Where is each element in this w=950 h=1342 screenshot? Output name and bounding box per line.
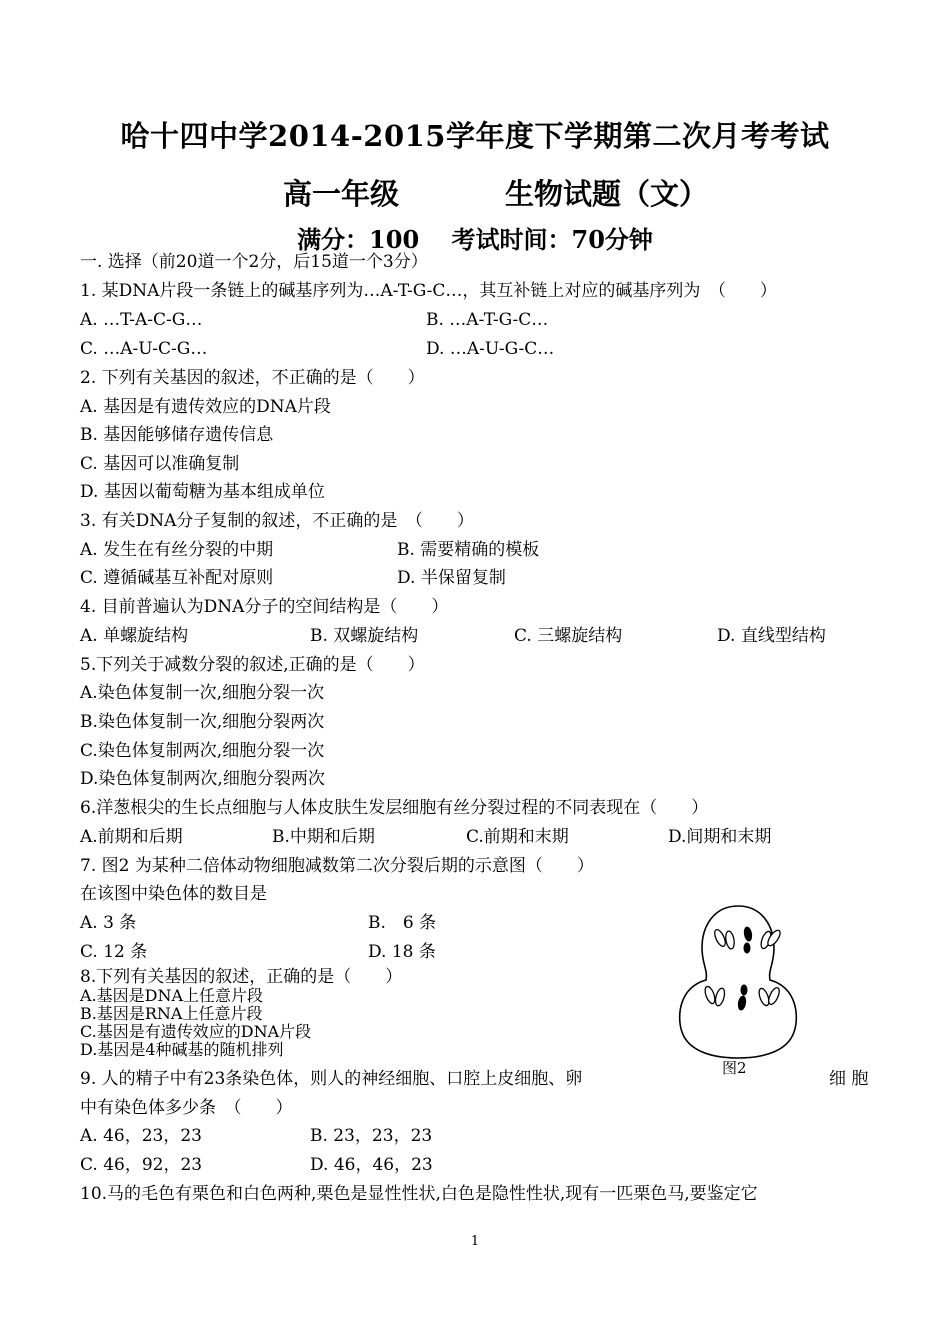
q8-option-a: A.基因是DNA上任意片段 — [80, 986, 264, 1005]
chromosome — [714, 987, 726, 1006]
q3-option-a: A. 发生在有丝分裂的中期 — [80, 540, 274, 560]
q4-option-c: C. 三螺旋结构 — [514, 626, 623, 646]
chromosome — [703, 985, 717, 1005]
q9-stem-tail: 细 胞 — [829, 1069, 869, 1089]
chromosome — [741, 985, 747, 995]
q5-option-c: C.染色体复制两次,细胞分裂一次 — [80, 741, 325, 761]
figure-caption: 图2 — [722, 1059, 747, 1077]
q1-stem: 1. 某DNA片段一条链上的碱基序列为…A-T-G-C…，其互补链上对应的碱基序列为 （ ） — [80, 281, 777, 301]
page-number: 1 — [470, 1234, 480, 1249]
q7-stem-continued: 在该图中染色体的数目是 — [80, 884, 267, 904]
q8-stem: 8.下列有关基因的叙述，正确的是（ ） — [80, 967, 403, 987]
q5-stem: 5.下列关于减数分裂的叙述,正确的是（ ） — [80, 655, 425, 675]
q2-option-b: B. 基因能够储存遗传信息 — [80, 425, 274, 445]
q10-stem: 10.马的毛色有栗色和白色两种,栗色是显性性状,白色是隐性性状,现有一匹栗色马,要鉴定它 — [80, 1184, 758, 1204]
q8-option-b: B.基因是RNA上任意片段 — [80, 1004, 263, 1023]
q9-option-a: A. 46，23，23 — [80, 1126, 202, 1146]
grade-label: 高一年级 — [283, 177, 400, 211]
cell-membrane — [680, 906, 797, 1058]
chromosome — [737, 995, 746, 1010]
q3-option-b: B. 需要精确的模板 — [397, 540, 540, 560]
q3-stem: 3. 有关DNA分子复制的叙述，不正确的是 （ ） — [80, 511, 474, 531]
q9-option-b: B. 23，23，23 — [310, 1126, 433, 1146]
q4-option-b: B. 双螺旋结构 — [310, 626, 419, 646]
section-heading: 一. 选择（前20道一个2分，后15道一个3分） — [80, 252, 428, 272]
subject-label: 生物试题（文） — [505, 177, 709, 211]
q9-stem-continued: 中有染色体多少条 （ ） — [80, 1098, 293, 1118]
q9-option-c: C. 46，92，23 — [80, 1155, 203, 1175]
score-time: 满分：100 考试时间：70分钟 — [297, 225, 653, 254]
q7-stem: 7. 图2 为某种二倍体动物细胞减数第二次分裂后期的示意图（ ） — [80, 856, 594, 876]
q3-option-c: C. 遵循碱基互补配对原则 — [80, 568, 274, 588]
q1-option-a: A. …T-A-C-G… — [80, 310, 203, 330]
q6-option-c: C.前期和末期 — [466, 827, 569, 847]
q5-option-a: A.染色体复制一次,细胞分裂一次 — [80, 683, 325, 703]
q1-option-d: D. …A-U-G-C… — [426, 339, 555, 359]
exam-title: 哈十四中学2014-2015学年度下学期第二次月考考试 — [120, 119, 830, 153]
q9-option-d: D. 46，46，23 — [310, 1155, 433, 1175]
q8-option-d: D.基因是4种碱基的随机排列 — [80, 1040, 284, 1059]
q5-option-d: D.染色体复制两次,细胞分裂两次 — [80, 769, 325, 789]
q6-option-b: B.中期和后期 — [272, 827, 375, 847]
q2-option-d: D. 基因以葡萄糖为基本组成单位 — [80, 482, 325, 502]
q7-option-c: C. 12 条 — [80, 942, 148, 962]
q6-option-a: A.前期和后期 — [80, 827, 183, 847]
q7-option-d: D. 18 条 — [368, 942, 436, 962]
q2-option-c: C. 基因可以准确复制 — [80, 454, 240, 474]
q5-option-b: B.染色体复制一次,细胞分裂两次 — [80, 712, 325, 732]
q9-stem: 9. 人的精子中有23条染色体，则人的神经细胞、口腔上皮细胞、卵 — [80, 1069, 583, 1089]
q6-stem: 6.洋葱根尖的生长点细胞与人体皮肤生发层细胞有丝分裂过程的不同表现在（ ） — [80, 798, 709, 818]
q7-option-a: A. 3 条 — [80, 913, 137, 933]
q4-option-d: D. 直线型结构 — [717, 626, 826, 646]
chromosome — [724, 930, 735, 949]
q1-option-b: B. …A-T-G-C… — [426, 310, 549, 330]
q4-option-a: A. 单螺旋结构 — [80, 626, 189, 646]
chromosome — [767, 986, 782, 1006]
q2-option-a: A. 基因是有遗传效应的DNA片段 — [80, 397, 331, 417]
q3-option-d: D. 半保留复制 — [397, 568, 506, 588]
q6-option-d: D.间期和末期 — [668, 827, 772, 847]
q7-option-b: B. 6 条 — [368, 913, 437, 933]
q8-option-c: C.基因是有遗传效应的DNA片段 — [80, 1022, 312, 1041]
chromosome — [744, 943, 750, 953]
q4-stem: 4. 目前普遍认为DNA分子的空间结构是（ ） — [80, 597, 449, 617]
q1-option-c: C. …A-U-C-G… — [80, 339, 208, 359]
chromosome — [743, 926, 752, 941]
q2-stem: 2. 下列有关基因的叙述，不正确的是（ ） — [80, 368, 425, 388]
